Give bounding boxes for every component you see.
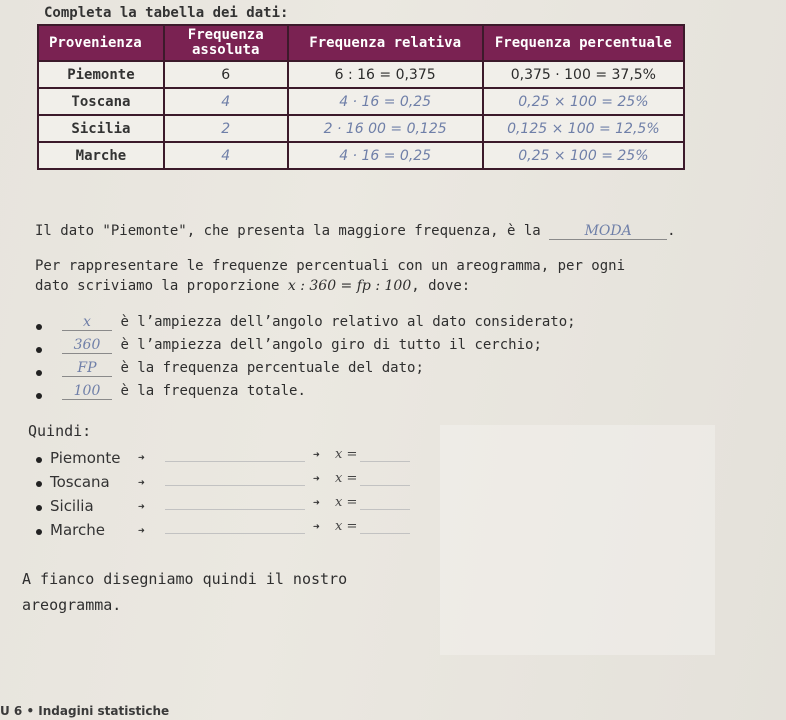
proportion-line (35, 278, 470, 294)
quindi-label: Quindi: (28, 422, 92, 440)
arrow-icon: ➜ (138, 476, 145, 489)
q-item-label: Sicilia (50, 497, 94, 515)
rel-cell[interactable]: 6 : 16 = 0,375 (288, 61, 483, 88)
q-item-label: Marche (50, 521, 105, 539)
proportion-end: , dove: (411, 278, 471, 294)
exercise-title: Completa la tabella dei dati: (44, 5, 289, 21)
bullet-dot (36, 370, 42, 376)
moda-answer[interactable]: MODA (549, 223, 667, 240)
arrow-icon: ➜ (138, 500, 145, 513)
arrow-icon: ➜ (138, 451, 145, 464)
table-header-row (38, 25, 684, 61)
abs-cell[interactable]: 4 (164, 88, 288, 115)
definition-text: è l’ampiezza dell’angolo relativo al dato considerato; (120, 314, 576, 330)
definition-answer[interactable]: FP (62, 360, 112, 377)
proportion-text: dato scriviamo la proporzione (35, 278, 280, 294)
bullet-dot (36, 324, 42, 330)
abs-cell[interactable]: 2 (164, 115, 288, 142)
definition-answer[interactable]: 360 (62, 337, 112, 354)
q-item-label: Piemonte (50, 449, 121, 467)
moda-sentence (35, 223, 676, 240)
definition-answer[interactable]: x (62, 314, 112, 331)
x-answer-line[interactable] (360, 509, 410, 510)
row-name: Marche (38, 142, 164, 169)
x-equals-label: x = (335, 447, 358, 462)
abs-cell[interactable]: 4 (164, 142, 288, 169)
table-row (38, 88, 684, 115)
perc-cell[interactable]: 0,25 × 100 = 25% (483, 88, 684, 115)
x-answer-line[interactable] (360, 461, 410, 462)
definition-text: è la frequenza percentuale del dato; (120, 360, 424, 376)
x-equals-label: x = (335, 519, 358, 534)
bullet-dot (36, 481, 42, 487)
table-row (38, 61, 684, 88)
table-row (38, 115, 684, 142)
perc-cell[interactable]: 0,25 × 100 = 25% (483, 142, 684, 169)
header-provenienza: Provenienza (38, 25, 164, 61)
x-answer-line[interactable] (360, 533, 410, 534)
definition-item (62, 337, 542, 354)
rel-cell[interactable]: 4 · 16 = 0,25 (288, 142, 483, 169)
arrow-icon: ➜ (313, 448, 320, 461)
header-frequenza-relativa: Frequenza relativa (288, 25, 483, 61)
definition-answer[interactable]: 100 (62, 383, 112, 400)
definition-item (62, 314, 576, 331)
row-name: Sicilia (38, 115, 164, 142)
page-footer: U 6 • Indagini statistiche (0, 704, 170, 718)
closing-line-1: A fianco disegniamo quindi il nostro (22, 570, 348, 588)
x-equals-label: x = (335, 495, 358, 510)
chart-area (440, 425, 715, 655)
answer-line[interactable] (165, 509, 305, 510)
bullet-dot (36, 347, 42, 353)
x-answer-line[interactable] (360, 485, 410, 486)
definition-item (62, 360, 424, 377)
bullet-dot (36, 393, 42, 399)
definition-text: è l’ampiezza dell’angolo giro di tutto il cerchio; (120, 337, 542, 353)
answer-line[interactable] (165, 485, 305, 486)
rel-cell[interactable]: 4 · 16 = 0,25 (288, 88, 483, 115)
row-name: Toscana (38, 88, 164, 115)
definition-text: è la frequenza totale. (120, 383, 306, 399)
proportion-formula: x : 360 = fp : 100 (287, 278, 412, 294)
bullet-dot (36, 505, 42, 511)
abs-cell[interactable]: 6 (164, 61, 288, 88)
header-frequenza-assoluta: Frequenza assoluta (164, 25, 288, 61)
intro-line: Per rappresentare le frequenze percentuali con un areogramma, per ogni (35, 258, 626, 274)
frequency-table (37, 24, 685, 170)
table-row (38, 142, 684, 169)
moda-sentence-text: Il dato "Piemonte", che presenta la maggiore frequenza, è la (35, 223, 541, 239)
q-item-label: Toscana (50, 473, 110, 491)
header-frequenza-percentuale: Frequenza percentuale (483, 25, 684, 61)
answer-line[interactable] (165, 533, 305, 534)
x-equals-label: x = (335, 471, 358, 486)
perc-cell[interactable]: 0,375 · 100 = 37,5% (483, 61, 684, 88)
row-name: Piemonte (38, 61, 164, 88)
answer-line[interactable] (165, 461, 305, 462)
bullet-dot (36, 529, 42, 535)
bullet-dot (36, 457, 42, 463)
closing-line-2: areogramma. (22, 596, 122, 614)
arrow-icon: ➜ (313, 472, 320, 485)
arrow-icon: ➜ (313, 520, 320, 533)
perc-cell[interactable]: 0,125 × 100 = 12,5% (483, 115, 684, 142)
definition-item (62, 383, 306, 400)
moda-period: . (667, 223, 676, 239)
arrow-icon: ➜ (313, 496, 320, 509)
arrow-icon: ➜ (138, 524, 145, 537)
rel-cell[interactable]: 2 · 16 00 = 0,125 (288, 115, 483, 142)
